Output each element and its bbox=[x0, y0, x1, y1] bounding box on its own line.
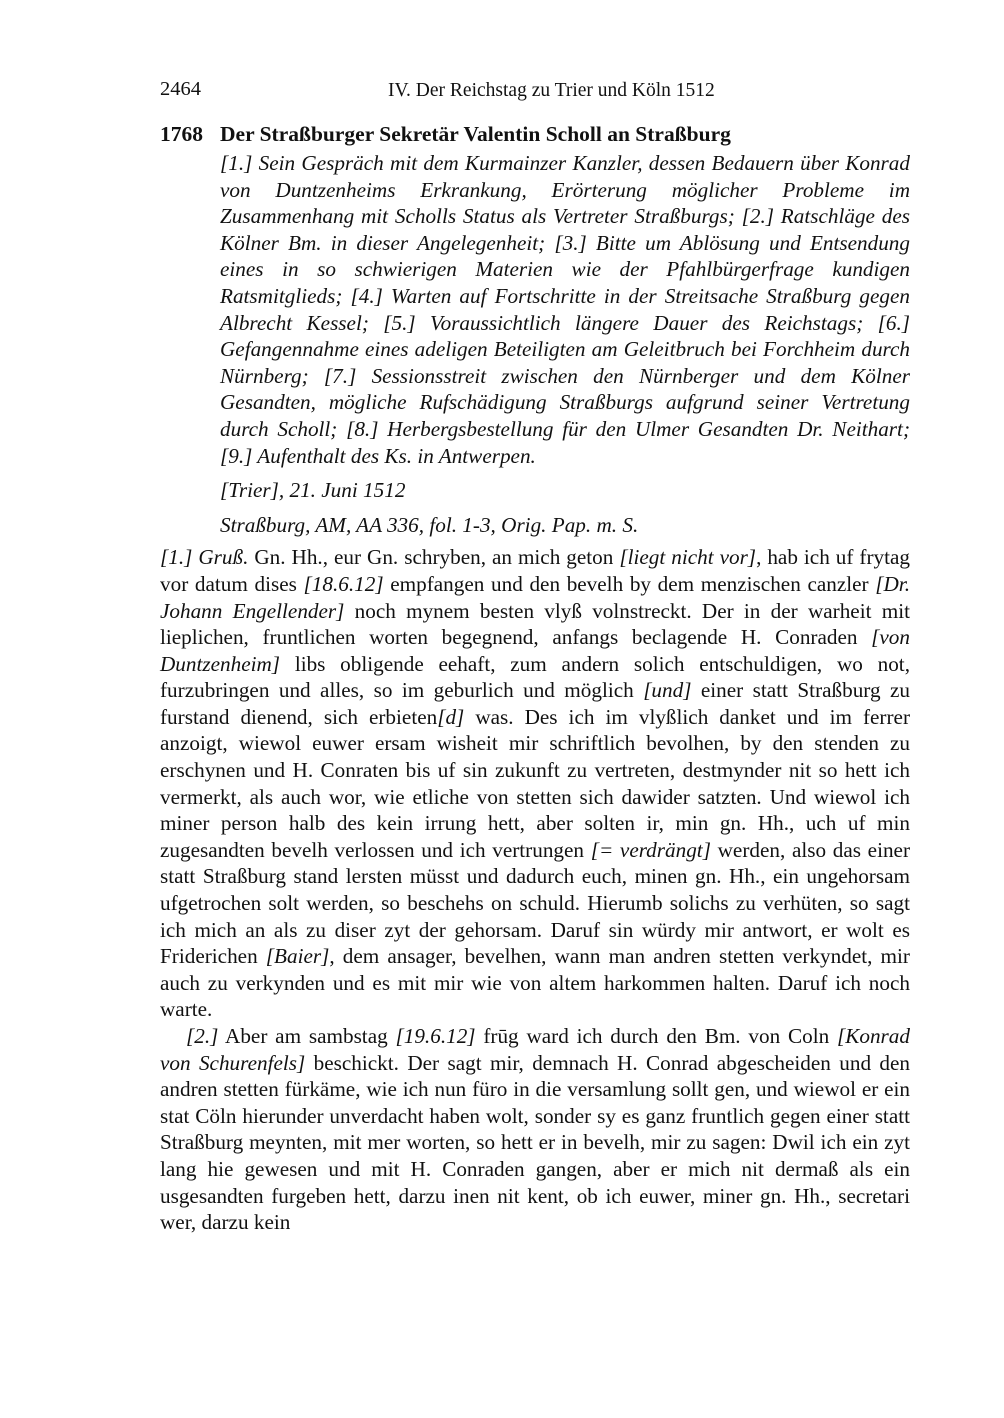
archival-source: Straßburg, AM, AA 336, fol. 1-3, Orig. Pap. m. S. bbox=[220, 512, 639, 537]
editorial-annotation: [= verdrängt] bbox=[590, 837, 711, 862]
editorial-annotation: [d] bbox=[437, 704, 465, 729]
editorial-annotation: [liegt nicht vor] bbox=[619, 545, 757, 570]
letter-text: Gn. Hh., eur Gn. schryben, an mich geton bbox=[248, 545, 620, 570]
document-heading bbox=[160, 120, 910, 148]
letter-body bbox=[160, 544, 910, 1235]
editorial-annotation: [Konrad von Schurenfels] bbox=[160, 1024, 910, 1075]
letter-text: werden, also das einer statt Straßburg stand lersten müsst und dadurch euch, minen gn. Hh., ein ungehorsam ufgetrochen solt werden, so beschehs on schuld. Hierumb solichs zu verhüten, so sagt ich mich an als zu diser zyt der gehorsam. Daruf sin würdy mir antwort, er wolt es Friderichen bbox=[160, 837, 911, 969]
page-number: 2464 bbox=[160, 78, 201, 100]
regest-summary: [1.] Sein Gespräch mit dem Kurmainzer Kanzler, dessen Bedauern über Konrad von Duntzenheims Erkrankung, Erörterung möglicher Probleme im Zusammenhang mit Scholls Status als Vertreter Straßburgs; [2.] Ratschläge des Kölner Bm. in dieser Angelegenheit; [3.] Bitte um Ablösung und Entsendung eines in so schwierigen Materien wie der Pfahlbürgerfrage kundigen Ratsmitglieds; [4.] Warten auf Fortschritte in der Streitsache Straßburg gegen Albrecht Kessel; [5.] Voraussichtlich längere Dauer des Reichstags; [6.] Gefangennahme eines adeligen Beteiligten am Geleitbruch bei Forchheim durch Nürnberg; [7.] Sessionsstreit zwischen den Nürnberger und dem Kölner Gesandten, mögliche Rufschädigung Straßburgs aufgrund seiner Vertretung durch Scholl; [8.] Herbergsbestellung für den Ulmer Gesandten Dr. Neithart; [9.] Aufenthalt des Ks. in Antwerpen. bbox=[220, 151, 910, 468]
letter-text: beschickt. Der sagt mir, demnach H. Conrad abgescheiden und den andren stetten fürkäme, wie ich nun füro in die versamlung sollt gen, und wiewol er ein stat Cöln hierunder unverdacht haben wolt, sonder sy es ganz fruntlich gegen einer statt Straßburg meynten, mit mer worten, so hett er in bevelh, mir zu sagen: Dwil ich ein zyt lang hie gewesen und mit H. Conraden gangen, aber er mich nit dermaß als ein usgesandten furgeben hett, darzu inen nit kent, ob ich euwer, miner gn. Hh., secretari wer, darzu kein bbox=[160, 1050, 910, 1235]
letter-text: , hab ich uf frytag vor datum dises bbox=[160, 545, 910, 596]
document-page bbox=[160, 78, 910, 1236]
letter-text: libs obligende eehaft, zum andern solich entschuldigen, wo not, furzubringen und alles, so im geburlich und möglich bbox=[160, 651, 910, 703]
editorial-annotation: [18.6.12] bbox=[303, 571, 384, 596]
letter-text: Aber am sambstag bbox=[218, 1024, 396, 1048]
editorial-annotation: [und] bbox=[643, 678, 692, 703]
letter-text: was. Des ich im vlyßlich danket und im ferrer anzoigt, wiewol euwer ersam wisheit mir schriftlich bevolhen, by den stenden zu erschynen und H. Conraten bis uf sin zukunft zu vertreten, destmynder nit so hett ich vermerkt, als auch wor, wie etliche von stetten sich dawider satzten. Und wiewol ich miner person halb des kein irrung hett, aber solten ir, min gn. Hh., uch uf min zugesandten bevelh verlossen und ich vertrungen bbox=[160, 704, 911, 862]
running-title: IV. Der Reichstag zu Trier und Köln 1512 bbox=[388, 80, 715, 101]
document-number: 1768 bbox=[160, 122, 203, 146]
editorial-annotation: [von Duntzenheim] bbox=[160, 625, 910, 676]
running-head bbox=[160, 78, 910, 108]
letter-text: einer statt Straßburg zu furstand dienend, sich erbieten bbox=[160, 678, 910, 729]
letter-text: , dem ansager, bevelhen, wann man andren stetten verkyndet, mir auch zu verkynden und es mit mir wie von altem harkommen halten. Daruf ich noch warte. bbox=[160, 944, 910, 1022]
editorial-annotation: [2.] bbox=[186, 1024, 219, 1048]
editorial-annotation: [Dr. Johann Engellender] bbox=[160, 571, 910, 623]
body-paragraph-2 bbox=[160, 1023, 910, 1236]
document-title: Der Straßburger Sekretär Valentin Scholl an Straßburg bbox=[220, 122, 731, 146]
letter-text: frūg ward ich durch den Bm. von Coln bbox=[475, 1024, 837, 1048]
editorial-annotation: [1.] Gruß. bbox=[160, 545, 249, 570]
body-paragraph-1 bbox=[160, 544, 910, 1023]
letter-text: noch mynem besten vlyß volnstreckt. Der in der warheit mit lieplichen, fruntlichen worten begegnend, anfangs beclagende H. Conraden bbox=[160, 598, 910, 650]
editorial-annotation: [19.6.12] bbox=[395, 1024, 476, 1048]
document-date: [Trier], 21. Juni 1512 bbox=[220, 478, 406, 503]
editorial-annotation: [Baier] bbox=[265, 944, 330, 969]
letter-text: empfangen und den bevelh by dem menzischen canzler bbox=[383, 571, 876, 596]
